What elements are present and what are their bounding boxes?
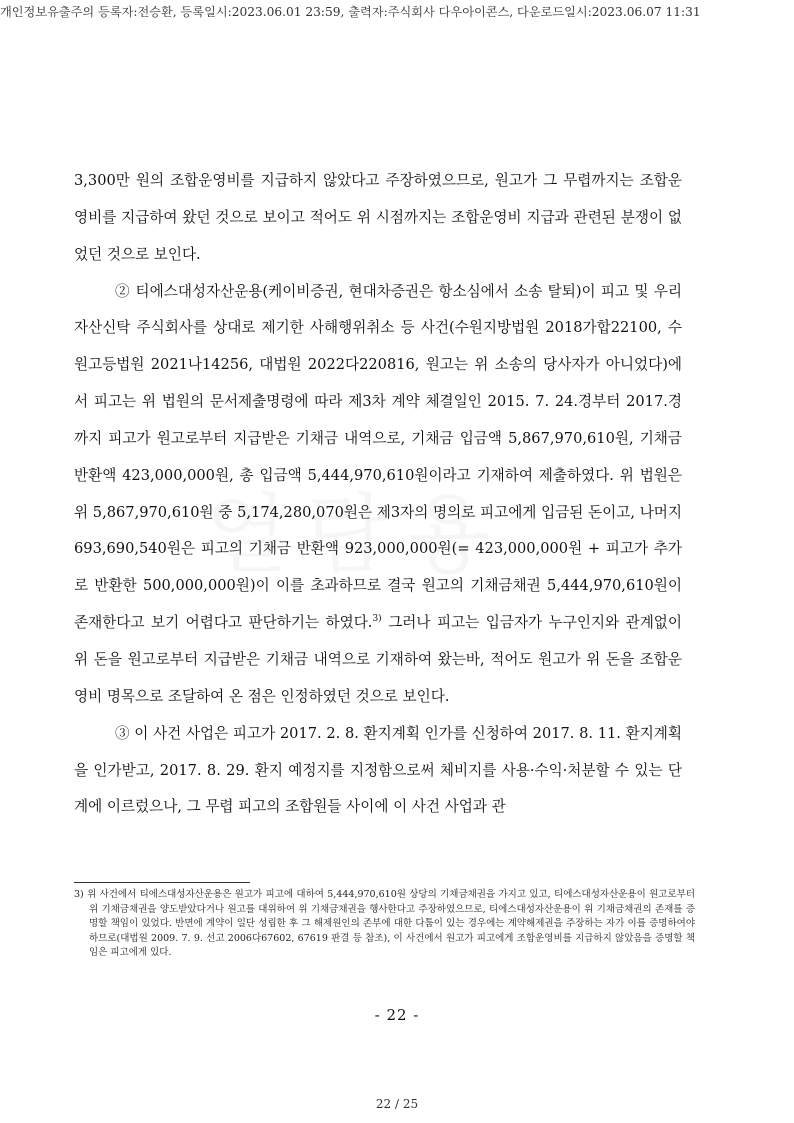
page-counter: 22 / 25 bbox=[375, 1097, 419, 1111]
paragraph-item-2 bbox=[74, 274, 682, 716]
footnote-divider bbox=[74, 882, 250, 883]
paragraph-item-3: ③ 이 사건 사업은 피고가 2017. 2. 8. 환지계획 인가를 신청하여 2017. 8. 11. 환지계획을 인가받고, 2017. 8. 29. 환지 예정지를 지정함으로써 체비지를 사용·수익·처분할 수 있는 단계에 이르렀으나, 그 무렵 피고의 조합원들 사이에 이 사건 사업과 관 bbox=[74, 724, 682, 816]
paragraph-continuation: 3,300만 원의 조합운영비를 지급하지 않았다고 주장하였으므로, 원고가 그 무렵까지는 조합운영비를 지급하여 왔던 것으로 보이고 적어도 위 시점까지는 조합운영비 지급과 관련된 분쟁이 없었던 것으로 보인다. bbox=[74, 172, 682, 263]
paragraph-item-2-text-continued: 그러나 피고는 입금자가 누구인지와 관계없이 위 돈을 원고로부터 지급받은 기채금 내역으로 기재하여 왔는바, 적어도 원고가 위 돈을 조합운영비 명목으로 조달하여 온 점은 인정하였던 것으로 보인다. bbox=[74, 614, 682, 705]
footnote-3: 3) 위 사건에서 티에스대성자산운용은 원고가 피고에 대하여 5,444,970,610원 상당의 기채금채권을 가지고 있고, 티에스대성자산운용이 원고로부터 위 기채금채권을 양도받았다거나 원고를 대위하여 위 기채금채권을 행사한다고 주장하였으므로, 티에스대성자산운용이 위 기채금채권의 존재를 증명할 책임이 있었다. 반면에 계약이 일단 성립한 후 그 해제원인의 존부에 대한 다툼이 있는 경우에는 계약해제권을 주장하는 자가 이를 증명하여야 하므로(대법원 2009. 7. 9. 선고 2006다67602, 67619 판결 등 참조), 이 사건에서 원고가 피고에게 조합운영비를 지급하지 않았음을 증명할 책임은 피고에게 있다. bbox=[74, 889, 695, 958]
page-number: - 22 - bbox=[374, 1006, 420, 1024]
footnote-reference[interactable]: 3) bbox=[372, 614, 382, 625]
download-info-header: 개인정보유출주의 등록자:전승환, 등록일시:2023.06.01 23:59, 출력자:주식회사 다우아이콘스, 다운로드일시:2023.06.07 11:31 bbox=[0, 5, 701, 19]
document-body bbox=[74, 163, 682, 826]
paragraph-item-2-text: ② 티에스대성자산운용(케이비증권, 현대차증권은 항소심에서 소송 탈퇴)이 피고 및 우리자산신탁 주식회사를 상대로 제기한 사해행위취소 등 사건(수원지방법원 2018가합22100, 수원고등법원 2021나14256, 대법원 2022다220816, 원고는 위 소송의 당사자가 아니었다)에서 피고는 위 법원의 문서제출명령에 따라 제3차 계약 체결일인 2015. 7. 24.경부터 2017.경까지 피고가 원고로부터 지급받은 기채금 내역으로, 기채금 입금액 5,867,970,610원, 기채금 반환액 423,000,000원, 총 입금액 5,444,970,610원이라고 기재하여 제출하였다. 위 법원은 위 5,867,970,610원 중 5,174,280,070원은 제3자의 명의로 피고에게 입금된 돈이고, 나머지 693,690,540원은 피고의 기채금 반환액 923,000,000원(= 423,000,000원 + 피고가 추가로 반환한 500,000,000원)이 이를 초과하므로 결국 원고의 기채금채권 5,444,970,610원이 존재한다고 보기 어렵다고 판단하기는 하였다. bbox=[74, 282, 682, 632]
